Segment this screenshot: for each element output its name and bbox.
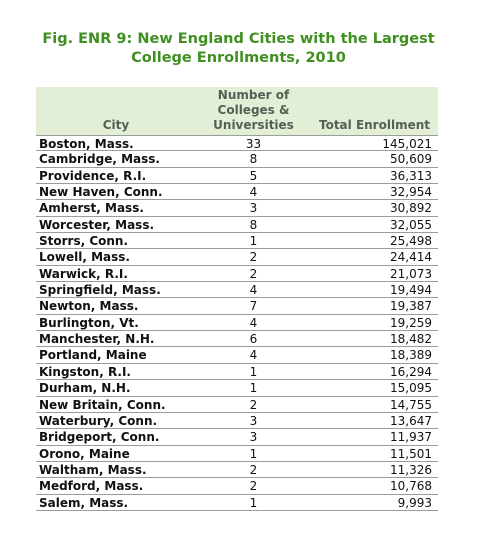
header-colleges-line-2: Colleges & — [217, 103, 290, 117]
cell-enrollment: 19,259 — [390, 315, 432, 330]
cell-city: Orono, Maine — [39, 446, 130, 461]
cell-enrollment: 11,326 — [390, 462, 432, 477]
cell-colleges: 1 — [249, 364, 258, 379]
cell-enrollment: 32,954 — [390, 185, 432, 200]
header-colleges-line-3: Universities — [213, 118, 294, 132]
cell-colleges: 2 — [249, 250, 258, 265]
table-row — [36, 347, 438, 363]
cell-colleges: 2 — [249, 397, 258, 412]
cell-colleges: 5 — [249, 168, 258, 183]
cell-city: Manchester, N.H. — [39, 332, 155, 347]
table-row — [36, 429, 438, 445]
cell-colleges: 4 — [249, 185, 258, 200]
figure-title-line-2: College Enrollments, 2010 — [131, 50, 346, 66]
cell-enrollment: 10,768 — [390, 479, 432, 494]
cell-colleges: 1 — [249, 495, 258, 510]
header-colleges — [196, 88, 311, 133]
table-row — [36, 495, 438, 511]
cell-colleges: 6 — [249, 332, 258, 347]
table-row — [36, 380, 438, 396]
cell-colleges: 8 — [249, 217, 258, 232]
table-row — [36, 364, 438, 380]
header-colleges-line-1: Number of — [217, 88, 290, 102]
table-row — [36, 249, 438, 265]
cell-enrollment: 13,647 — [390, 413, 432, 428]
table-row — [36, 266, 438, 282]
cell-colleges: 3 — [249, 413, 258, 428]
cell-colleges: 1 — [249, 234, 258, 249]
table-row — [36, 233, 438, 249]
table-row — [36, 298, 438, 314]
cell-city: Waterbury, Conn. — [39, 413, 158, 428]
cell-enrollment: 19,387 — [390, 299, 432, 314]
cell-enrollment: 9,993 — [397, 495, 432, 510]
cell-colleges: 1 — [249, 381, 258, 396]
table-row — [36, 135, 438, 151]
table-row — [36, 413, 438, 429]
cell-enrollment: 25,498 — [390, 234, 432, 249]
cell-colleges: 3 — [249, 201, 258, 216]
cell-colleges: 4 — [249, 348, 258, 363]
cell-enrollment: 14,755 — [390, 397, 432, 412]
table-row — [36, 331, 438, 347]
cell-enrollment: 21,073 — [390, 266, 432, 281]
cell-colleges: 2 — [249, 462, 258, 477]
table-row — [36, 397, 438, 413]
cell-enrollment: 15,095 — [390, 381, 432, 396]
cell-enrollment: 145,021 — [382, 137, 432, 151]
figure-title — [0, 30, 477, 68]
table-row — [36, 478, 438, 494]
header-city: City — [102, 118, 130, 132]
cell-city: Springfield, Mass. — [39, 283, 161, 298]
cell-city: Portland, Maine — [39, 348, 147, 363]
cell-enrollment: 16,294 — [390, 364, 432, 379]
cell-colleges: 7 — [249, 299, 258, 314]
header-enrollment: Total Enrollment — [318, 118, 430, 132]
table-row — [36, 217, 438, 233]
cell-city: Warwick, R.I. — [39, 266, 128, 281]
cell-city: Newton, Mass. — [39, 299, 139, 314]
cell-city: Kingston, R.I. — [39, 364, 131, 379]
cell-colleges: 4 — [249, 315, 258, 330]
cell-enrollment: 18,389 — [390, 348, 432, 363]
cell-enrollment: 36,313 — [390, 168, 432, 183]
cell-city: Medford, Mass. — [39, 479, 144, 494]
figure-title-line-1: Fig. ENR 9: New England Cities with the Largest — [42, 31, 435, 47]
cell-enrollment: 11,937 — [390, 430, 432, 445]
cell-colleges: 8 — [249, 152, 258, 167]
cell-colleges: 1 — [249, 446, 258, 461]
cell-colleges: 4 — [249, 283, 258, 298]
cell-city: Salem, Mass. — [39, 495, 129, 510]
table-header — [36, 87, 438, 135]
cell-city: Worcester, Mass. — [39, 217, 155, 232]
table-row — [36, 446, 438, 462]
cell-enrollment: 24,414 — [390, 250, 432, 265]
cell-city: Amherst, Mass. — [39, 201, 144, 216]
cell-colleges: 2 — [249, 479, 258, 494]
table-row — [36, 282, 438, 298]
table-body — [36, 135, 438, 511]
enrollment-table — [36, 87, 438, 511]
table-row — [36, 462, 438, 478]
table-row — [36, 184, 438, 200]
cell-city: Durham, N.H. — [39, 381, 131, 396]
table-row — [36, 151, 438, 167]
cell-city: Storrs, Conn. — [39, 234, 129, 249]
cell-city: Bridgeport, Conn. — [39, 430, 160, 445]
cell-city: Providence, R.I. — [39, 168, 147, 183]
cell-enrollment: 11,501 — [390, 446, 432, 461]
cell-enrollment: 18,482 — [390, 332, 432, 347]
cell-enrollment: 50,609 — [390, 152, 432, 167]
cell-city: New Britain, Conn. — [39, 397, 166, 412]
cell-city: New Haven, Conn. — [39, 185, 163, 200]
cell-city: Cambridge, Mass. — [39, 152, 160, 167]
cell-city: Boston, Mass. — [39, 137, 134, 151]
cell-colleges: 2 — [249, 266, 258, 281]
cell-city: Burlington, Vt. — [39, 315, 139, 330]
cell-city: Waltham, Mass. — [39, 462, 147, 477]
table-row — [36, 315, 438, 331]
cell-enrollment: 30,892 — [390, 201, 432, 216]
cell-colleges: 3 — [249, 430, 258, 445]
cell-enrollment: 19,494 — [390, 283, 432, 298]
table-row — [36, 168, 438, 184]
cell-city: Lowell, Mass. — [39, 250, 130, 265]
cell-enrollment: 32,055 — [390, 217, 432, 232]
table-row — [36, 200, 438, 216]
cell-colleges: 33 — [245, 137, 262, 151]
